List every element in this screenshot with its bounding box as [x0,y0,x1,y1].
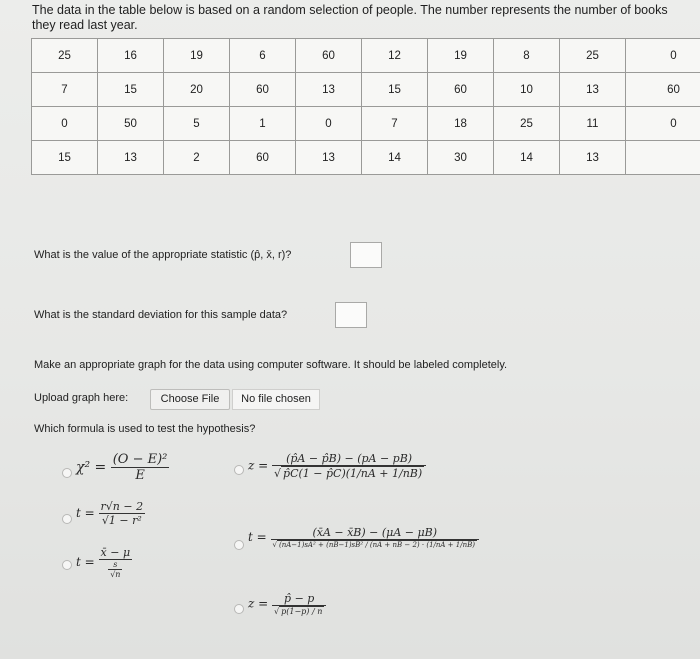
table-cell: 30 [428,141,494,175]
table-cell: 14 [362,141,428,175]
statistic-question: What is the value of the appropriate statistic (p̂, x̄, r)? [34,249,292,261]
table-row [32,73,700,107]
table-cell: 60 [230,141,296,175]
formula-denominator: (nA−1)sA² + (nB−1)sB² / (nA + nB − 2) · (1/nA + 1/nB) [279,541,475,549]
formula-question: Which formula is used to test the hypothesis? [34,423,256,435]
table-cell: 13 [560,141,626,175]
formula-lhs: t = [76,506,95,520]
table-cell: 60 [230,73,296,107]
table-cell: 0 [626,39,700,73]
table-cell: 16 [98,39,164,73]
formula-lhs: χ² = [76,459,107,476]
formula-lhs: t = [76,555,95,569]
table-cell [626,141,700,175]
table-cell: 8 [494,39,560,73]
table-cell: 7 [32,73,98,107]
t-mean-radio[interactable] [62,560,72,570]
data-table [31,38,700,175]
table-cell: 15 [32,141,98,175]
upload-label: Upload graph here: [34,392,129,404]
formula-numerator: (p̂A − p̂B) − (pA − pB) [272,452,426,466]
t-two-mean-formula: t = $\frac{(x̄A - x̄B) - (\mu A - \mu B)}{\text{√ (nA−1)sA² + (nB−1)sB² / (nA + nB − 2) · (1/nA + 1/nB)}}$ [248,526,479,549]
table-cell: 6 [230,39,296,73]
formula-numerator: r√n − 2 [100,500,144,513]
formula-numerator: (O − E)² [112,452,168,467]
formula-lhs: z = [248,596,269,611]
chi-square-radio[interactable] [62,468,72,478]
table-row [32,141,700,175]
z-two-proportion-formula: z = $\frac{(p̂A - p̂B) - (pA - pB)}{√ p̂C(1 - p̂C)(1/nA + 1/nB)}$ [248,452,426,480]
z-one-proportion-radio[interactable] [234,604,244,614]
table-cell: 15 [362,73,428,107]
table-cell: 20 [164,73,230,107]
formula-denominator: p̂C(1 − p̂C)(1/nA + 1/nB) [283,467,423,480]
statistic-answer-input[interactable] [350,242,382,268]
formula-lhs: z = [248,458,269,473]
table-cell: 60 [428,73,494,107]
formula-numerator: x̄ − μ [100,546,131,559]
table-cell: 19 [428,39,494,73]
table-cell: 5 [164,107,230,141]
intro-text: The data in the table below is based on a random selection of people. The number represents the number of books they read last year. [32,3,668,32]
formula-denominator: p(1−p) / n [281,607,323,616]
table-cell: 13 [98,141,164,175]
t-correlation-radio[interactable] [62,514,72,524]
table-cell: 1 [230,107,296,141]
table-cell: 11 [560,107,626,141]
formula-numerator: p̂ − p [272,592,326,606]
formula-lhs: t = [248,530,267,544]
chi-square-formula [76,452,169,483]
table-cell: 25 [560,39,626,73]
graph-instruction: Make an appropriate graph for the data using computer software. It should be labeled completely. [34,359,508,371]
formula-denominator: E [135,468,145,483]
table-cell: 13 [296,73,362,107]
z-two-proportion-radio[interactable] [234,465,244,475]
t-two-mean-radio[interactable] [234,540,244,550]
std-dev-question: What is the standard deviation for this sample data? [34,309,288,321]
table-cell: 15 [98,73,164,107]
formula-denominator-top: s [108,560,122,570]
table-cell: 14 [494,141,560,175]
formula-numerator: (x̄A − x̄B) − (μA − μB) [271,526,479,540]
table-cell: 13 [296,141,362,175]
table-cell: 25 [494,107,560,141]
table-cell: 13 [560,73,626,107]
table-cell: 0 [296,107,362,141]
choose-file-button[interactable]: Choose File [150,389,230,410]
table-cell: 60 [296,39,362,73]
table-cell: 2 [164,141,230,175]
table-row [32,39,700,73]
table-cell: 10 [494,73,560,107]
table-cell: 19 [164,39,230,73]
z-one-proportion-formula: z = $\frac{p̂ - p}{√ p(1-p) / n}$ [248,592,326,616]
formula-denominator: √1 − r² [101,514,142,527]
table-cell: 18 [428,107,494,141]
t-mean-formula [76,546,132,579]
table-row [32,107,700,141]
table-cell: 7 [362,107,428,141]
table-cell: 25 [32,39,98,73]
table-cell: 60 [626,73,700,107]
formula-denominator-bottom: √n [110,570,121,579]
std-dev-answer-input[interactable] [335,302,367,328]
file-status: No file chosen [232,389,320,410]
table-cell: 0 [32,107,98,141]
table-cell: 12 [362,39,428,73]
table-cell: 0 [626,107,700,141]
t-correlation-formula [76,500,145,527]
table-cell: 50 [98,107,164,141]
